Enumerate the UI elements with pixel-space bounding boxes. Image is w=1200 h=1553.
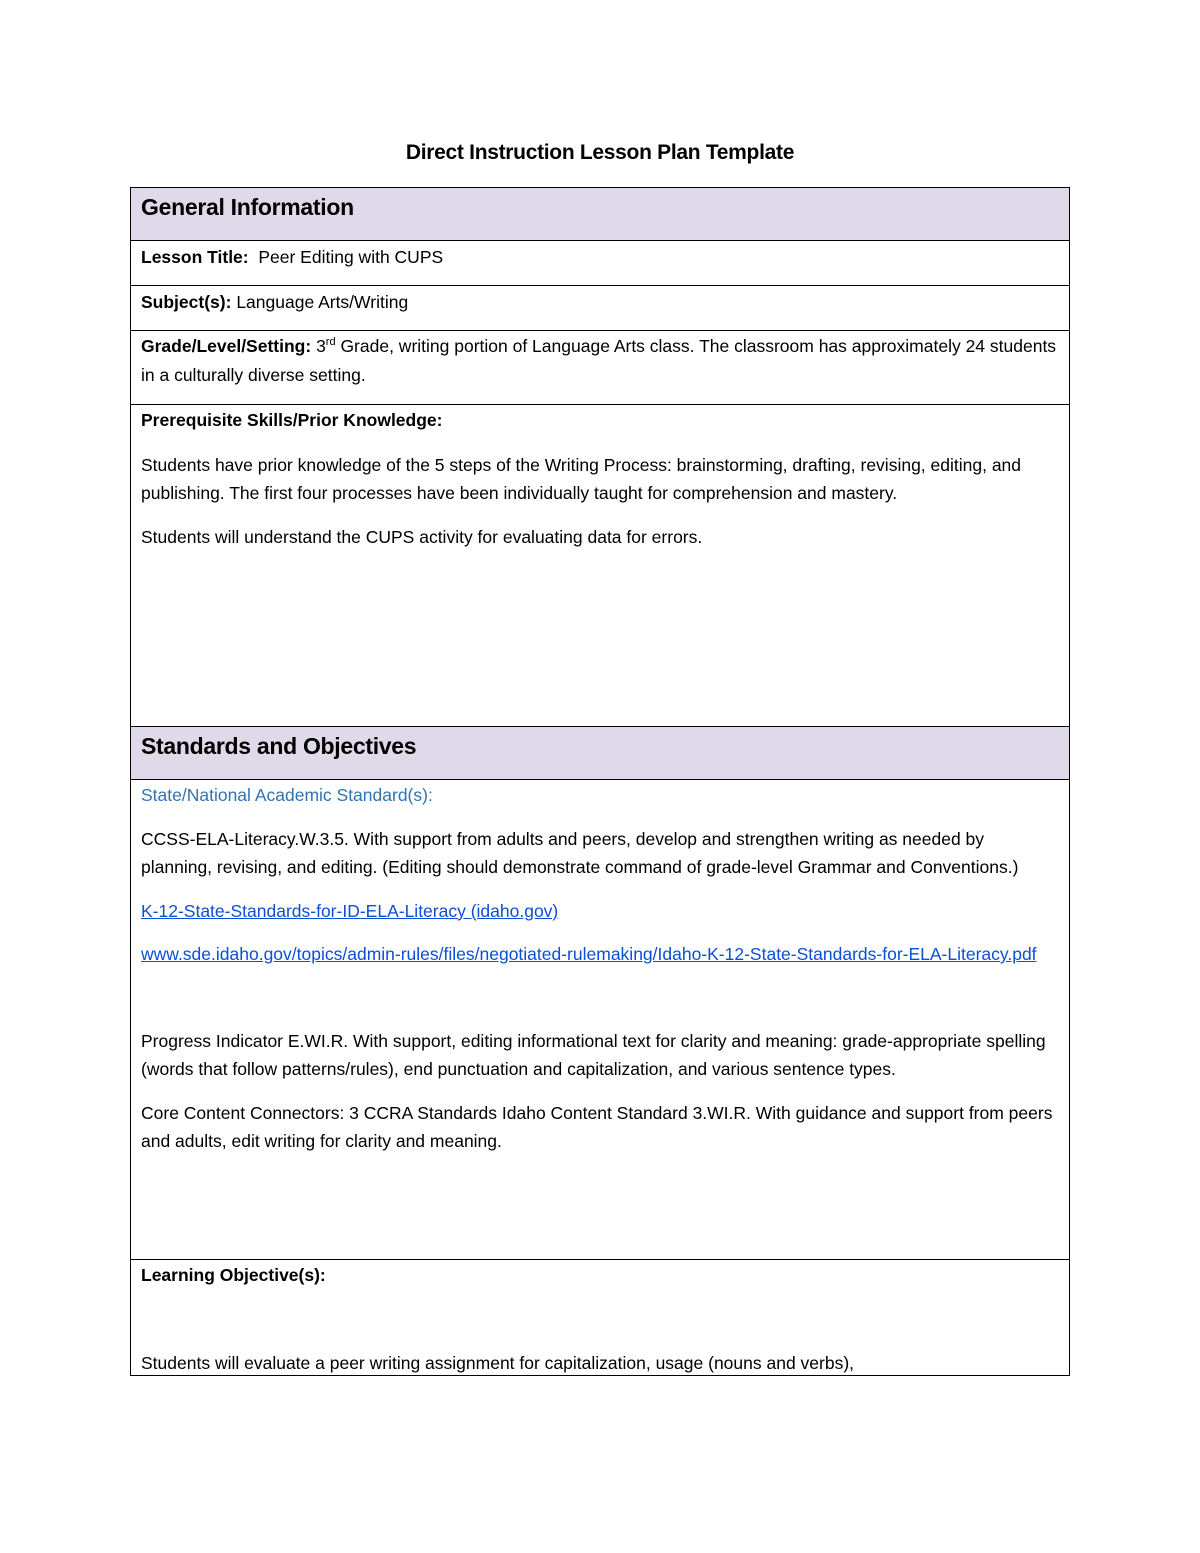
lesson-plan-table: [130, 187, 1070, 1376]
grade-level-setting-row: [131, 331, 1069, 405]
prerequisite-skills-row: [131, 405, 1069, 727]
learning-objectives-row: [131, 1260, 1069, 1375]
standards-objectives-heading: Standards and Objectives: [141, 733, 417, 759]
grade-label: Grade/Level/Setting:: [141, 336, 312, 356]
document-title: Direct Instruction Lesson Plan Template: [405, 141, 795, 164]
grade-number: 3: [316, 336, 326, 356]
progress-indicator-text: Progress Indicator E.WI.R. With support, editing informational text for clarity and meaning: grade-appropriate spelling (words that follow patterns/rules), end punctuation and capitalization, and various sentence types.: [141, 1030, 1046, 1079]
prerequisite-paragraph-1: Students have prior knowledge of the 5 steps of the Writing Process: brainstorming, drafting, revising, editing, and publishing. The first four processes have been individually taught for comprehension and mastery.: [141, 454, 1022, 503]
grade-ordinal: rd: [325, 336, 336, 349]
idaho-standards-link[interactable]: K-12-State-Standards-for-ID-ELA-Literacy (idaho.gov): [141, 900, 559, 921]
core-content-connectors-text: Core Content Connectors: 3 CCRA Standards Idaho Content Standard 3.WI.R. With guidance and support from peers and adults, edit writing for clarity and meaning.: [141, 1102, 1053, 1151]
idaho-standards-pdf-link[interactable]: www.sde.idaho.gov/topics/admin-rules/files/negotiated-rulemaking/Idaho-K-12-State-Standards-for-ELA-Literacy.pdf: [141, 944, 1037, 964]
subject-row: [131, 286, 1069, 331]
learning-objective-text: Students will evaluate a peer writing assignment for capitalization, usage (nouns and verbs),: [141, 1352, 855, 1373]
subject-value: Language Arts/Writing: [236, 292, 409, 312]
lesson-title-label: Lesson Title:: [141, 247, 249, 267]
learning-objective-label: Learning Objective(s):: [141, 1265, 326, 1285]
general-information-heading: General Information: [141, 194, 354, 220]
ccss-standard-text: CCSS-ELA-Literacy.W.3.5. With support from adults and peers, develop and strengthen writing as needed by planning, revising, and editing. (Editing should demonstrate command of grade-level Grammar and Conventions.): [141, 828, 1019, 877]
lesson-title-row: [131, 241, 1069, 286]
prerequisite-paragraph-2: Students will understand the CUPS activity for evaluating data for errors.: [141, 526, 703, 547]
standards-objectives-header: [131, 727, 1069, 780]
general-information-header: [131, 188, 1069, 241]
state-standard-label: State/National Academic Standard(s):: [141, 785, 433, 805]
grade-value: Grade, writing portion of Language Arts class. The classroom has approximately 24 students in a culturally diverse setting.: [141, 336, 1057, 385]
prerequisite-label: Prerequisite Skills/Prior Knowledge:: [141, 410, 443, 430]
subject-label: Subject(s):: [141, 292, 232, 312]
standards-row: [131, 780, 1069, 1260]
lesson-title-value: Peer Editing with CUPS: [258, 247, 444, 267]
